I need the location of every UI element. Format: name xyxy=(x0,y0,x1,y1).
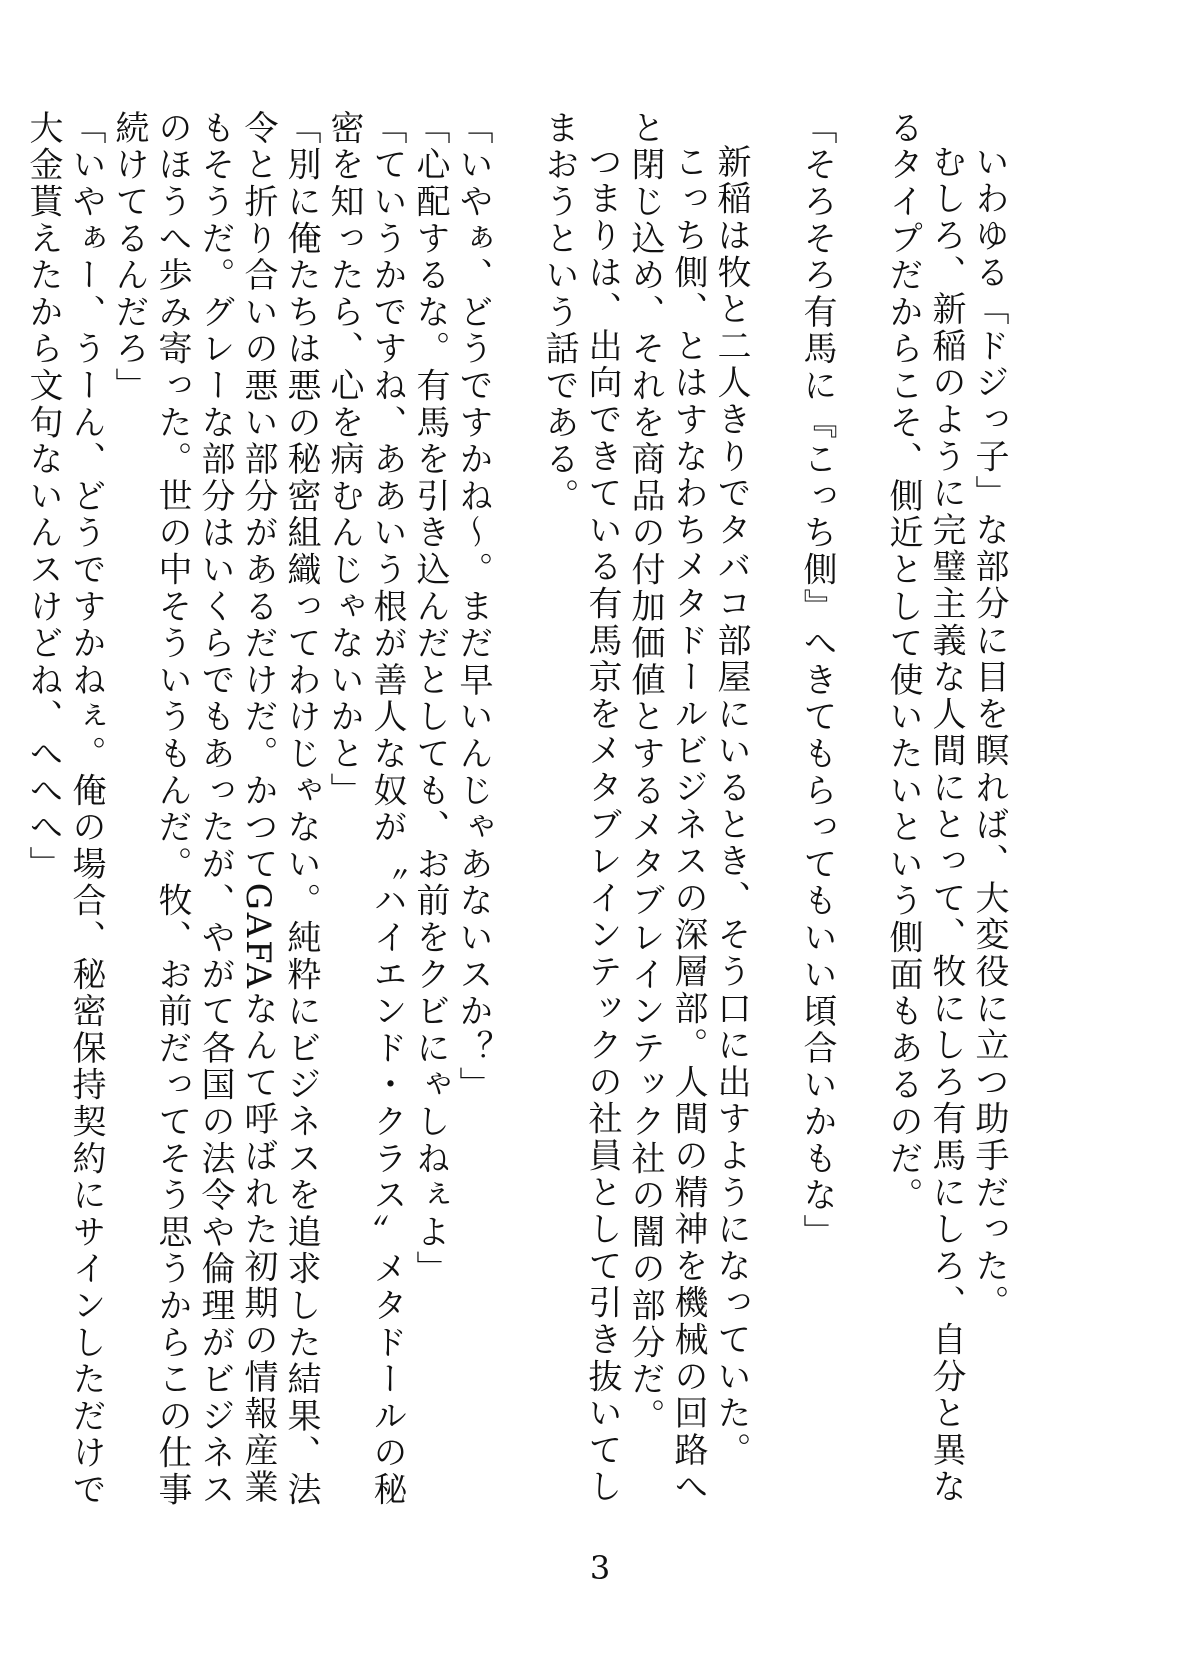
dialogue-line: 「ていうかですね、ああいう根が善人な奴が〝ハイエンド・クラス〟メタドールの秘密を知ったら、心を病むんじゃないかと」 xyxy=(324,110,407,1509)
paragraph: むしろ、新稲のように完璧主義な人間にとって、牧にしろ有馬にしろ、自分と異なるタイプだからこそ、側近として使いたいという側面もあるのだ。 xyxy=(883,110,966,1506)
dialogue-line: 「いやぁ、どうですかね～。まだ早いんじゃあないスか？」 xyxy=(453,110,493,1104)
page-number: 3 xyxy=(589,1549,611,1587)
paragraph: いわゆる「ドジっ子」な部分に目を瞑れば、大変役に立つ助手だった。 xyxy=(969,144,1009,1322)
dialogue-line: 「心配するな。有馬を引き込んだとしても、お前をクビにゃしねぇよ」 xyxy=(410,110,450,1288)
paragraph: こっち側、とはすなわちメタドールビジネスの深層部。人間の精神を機械の回路へと閉じ込め、それを商品の付加価値とするメタブレインテック社の闇の部分だ。 xyxy=(625,110,708,1506)
paragraph: つまりは、出向できている有馬京をメタブレインテックの社員として引き抜いてしまおうという話である。 xyxy=(539,110,622,1506)
dialogue-line: 「別に俺たちは悪の秘密組織ってわけじゃない。純粋にビジネスを追求した結果、法令と折り合いの悪い部分があるだけだ。かつてGAFAなんて呼ばれた初期の情報産業もそうだ。グレーな部分はいくらでもあったが、やがて各国の法令や倫理がビジネスのほうへ歩み寄った。世の中そういうもんだ。牧、お前だってそう思うからこの仕事続けてるんだろ」 xyxy=(109,110,321,1509)
blank-line xyxy=(494,110,537,1530)
blank-line xyxy=(838,110,881,1530)
paragraph: 新稲は牧と二人きりでタバコ部屋にいるとき、そう口に出すようになっていた。 xyxy=(711,144,751,1469)
blank-line xyxy=(752,110,795,1530)
dialogue-line: 「いやぁー、うーん、どうですかねぇ。俺の場合、秘密保持契約にサインしただけで大金貰えたから文句ないんスけどね、へへへ」 xyxy=(23,110,106,1509)
vertical-text-body xyxy=(23,110,1010,1530)
dialogue-line: 「そろそろ有馬に『こっち側』へきてもらってもいい頃合いかもな」 xyxy=(797,110,837,1251)
